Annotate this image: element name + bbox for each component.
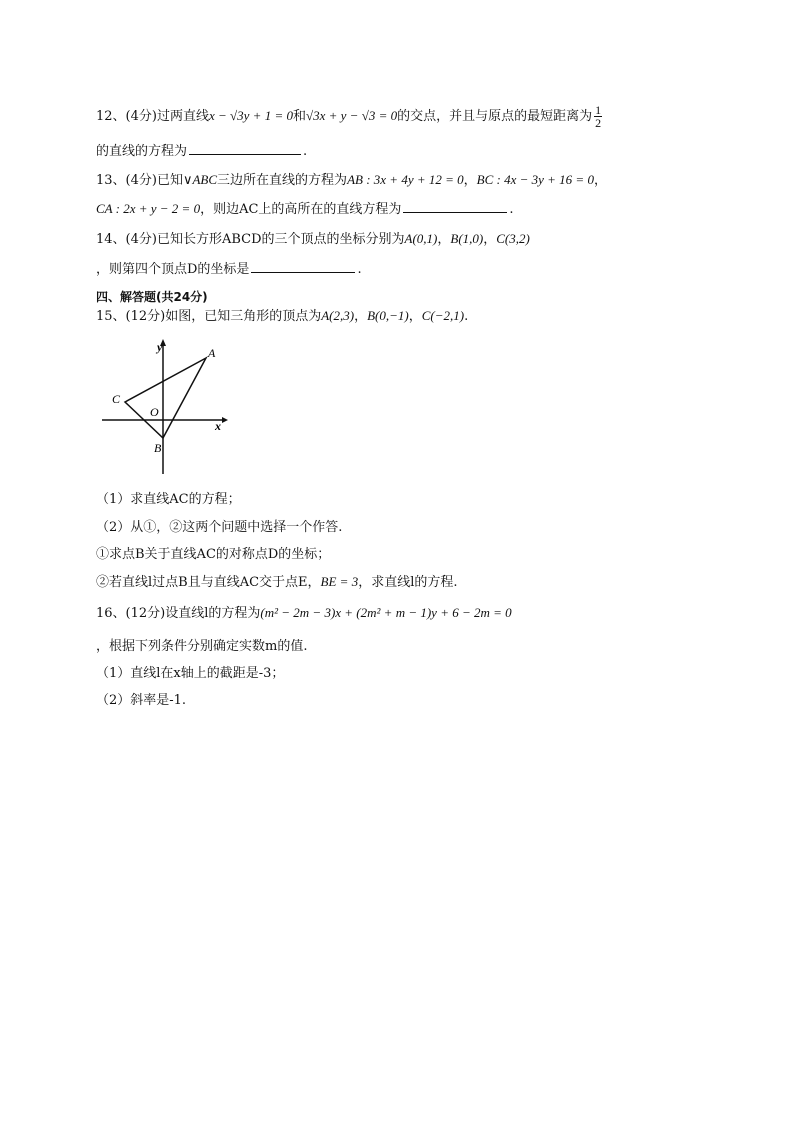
q12-line1 — [96, 104, 602, 129]
q12-text1: 12、(4分)过两直线 — [96, 109, 209, 124]
q14-sep2: ， — [483, 232, 497, 247]
q13-triangle: ∨ABC — [182, 172, 218, 187]
q12-equation2: √3x + y − √3 = 0 — [305, 108, 398, 123]
q13-sep1: ， — [463, 173, 477, 188]
q14-point-c: C(3,2) — [496, 231, 530, 246]
label-y: y — [157, 340, 163, 354]
q13-text2: 三边所在直线的方程为 — [217, 173, 348, 188]
q13-ab-equation: AB : 3x + 4y + 12 = 0 — [347, 172, 464, 187]
q15-line1 — [96, 307, 468, 326]
label-x: x — [215, 419, 221, 433]
q15-sub4 — [96, 573, 458, 592]
q14-text1: 14、(4分)已知长方形ABCD的三个顶点的坐标分别为 — [96, 232, 405, 247]
q13-bc-equation: BC : 4x − 3y + 16 = 0 — [476, 172, 594, 187]
q12-line2 — [96, 142, 307, 161]
q15-sub4-text1: ②若直线l过点B且与直线AC交于点E， — [96, 575, 321, 590]
q12-equation1: x − √3y + 1 = 0 — [208, 108, 293, 123]
q14-line2 — [96, 260, 362, 279]
label-c: C — [112, 392, 121, 406]
q14-line1 — [96, 230, 530, 249]
q13-end: . — [509, 202, 514, 217]
q16-equation: (m² − 2m − 3)x + (2m² + m − 1)y + 6 − 2m = 0 — [260, 605, 512, 620]
label-b: B — [154, 441, 162, 455]
q15-sub4-text2: ，求直线l的方程. — [358, 575, 458, 590]
q15-sep1: ， — [354, 309, 368, 324]
q12-fraction-numerator: 1 — [595, 103, 602, 117]
q14-sep1: ， — [437, 232, 451, 247]
q16-line2: ，根据下列条件分别确定实数m的值. — [96, 639, 308, 654]
section-heading: 四、解答题(共24分) — [96, 290, 208, 304]
q15-text1: 15、(12分)如图，已知三角形的顶点为 — [96, 309, 322, 324]
q16-sub1: （1）直线l在x轴上的截距是-3； — [96, 666, 285, 681]
q14-answer-blank[interactable] — [251, 260, 355, 273]
q13-line2 — [96, 200, 514, 219]
q15-sub3: ①求点B关于直线AC的对称点D的坐标； — [96, 547, 331, 562]
q13-answer-blank[interactable] — [403, 200, 507, 213]
q16-line1 — [96, 604, 512, 623]
x-axis-arrow — [222, 417, 228, 423]
q14-end: . — [357, 262, 362, 277]
q15-be-length: BE = 3 — [320, 574, 359, 589]
triangle-figure — [96, 334, 236, 479]
q15-point-a: A(2,3) — [321, 308, 355, 323]
q15-end: . — [464, 309, 469, 324]
q16-text1: 16、(12分)设直线l的方程为 — [96, 606, 261, 621]
q16-sub2: （2）斜率是-1. — [96, 693, 187, 708]
q15-point-b: B(0,−1) — [367, 308, 409, 323]
q12-answer-blank[interactable] — [189, 142, 301, 155]
q15-sub2: （2）从①，②这两个问题中选择一个作答. — [96, 520, 343, 535]
q13-ca-equation: CA : 2x + y − 2 = 0 — [96, 201, 201, 216]
q15-point-c: C(−2,1) — [421, 308, 465, 323]
q12-text3: 的直线的方程为 — [96, 144, 188, 159]
q14-point-a: A(0,1) — [404, 231, 438, 246]
q13-text1: 13、(4分)已知 — [96, 173, 183, 188]
q12-text2: 的交点，并且与原点的最短距离为 — [397, 109, 593, 124]
label-a: A — [208, 346, 216, 360]
q12-end: . — [303, 144, 308, 159]
q15-sep2: ， — [408, 309, 422, 324]
q12-and: 和 — [292, 109, 306, 124]
q15-sub1: （1）求直线AC的方程； — [96, 492, 241, 507]
triangle-abc — [125, 358, 206, 438]
q14-point-b: B(1,0) — [450, 231, 484, 246]
q14-text2: ，则第四个顶点D的坐标是 — [96, 262, 250, 277]
q13-line1 — [96, 171, 607, 190]
label-o: O — [150, 405, 159, 419]
q13-sep2: ， — [593, 173, 607, 188]
q13-text3: ，则边AC上的高所在的直线方程为 — [200, 202, 402, 217]
q12-fraction-denominator: 2 — [595, 116, 602, 130]
q12-fraction — [594, 104, 602, 129]
